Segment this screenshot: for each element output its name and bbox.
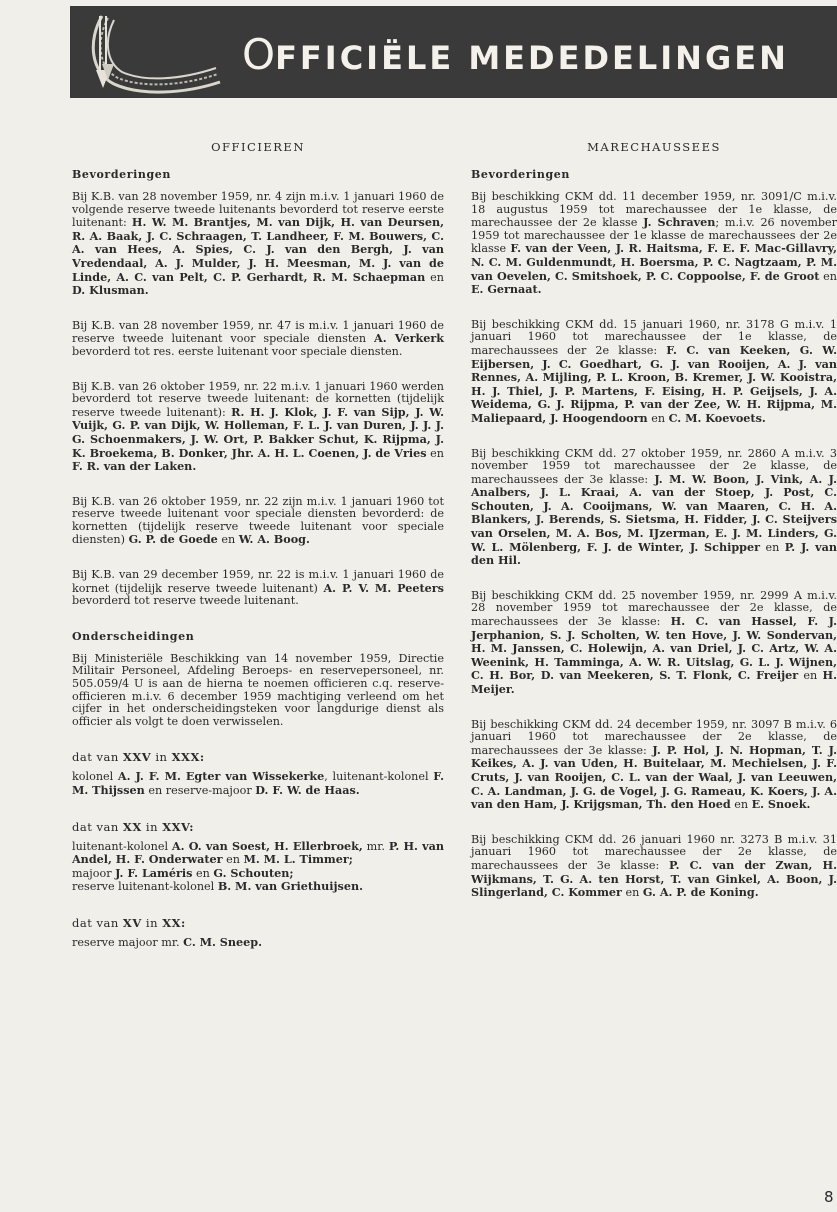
name-list: H. Meijer. (471, 668, 837, 696)
name-list: B. M. van Griethuijsen. (217, 879, 364, 894)
text-segment: in (151, 750, 172, 765)
name-list: XX: (162, 915, 186, 930)
page-number: 8 (824, 1188, 834, 1206)
onderscheidingen-paragraph (72, 936, 444, 950)
text-segment: in (141, 915, 163, 930)
text-segment: en (798, 669, 823, 683)
name-list: P. J. van den Hil. (471, 539, 837, 568)
dat-heading (72, 750, 444, 764)
bevorderingen-subheading: Bevorderingen (72, 168, 171, 181)
text-segment: Bij beschikking CKM dd. 25 november 1959, nr. 2999 A m.i.v. 28 november 1959 tot marechaussee der 2e klasse, de marechaussees der 3e klasse: (471, 588, 837, 629)
text-segment: dat van (72, 750, 123, 765)
text-segment: Bij K.B. van 28 november 1959, nr. 47 is m.i.v. 1 januari 1960 de reserve tweede luitenant voor speciale diensten (72, 318, 444, 346)
text-segment: en (759, 540, 785, 554)
text-segment: majoor (72, 866, 116, 880)
name-list: W. A. Boog. (238, 532, 310, 547)
text-segment: en (730, 798, 752, 812)
text-segment: Bij Ministeriële Beschikking van 14 november 1959, Directie Militair Personeel, Afdeling Beroeps- en reservepersoneel, nr. 505.059/4 U is aan de hierna te noemen officieren c.q. reserve-officieren m.i.v. 6 december 1959 machtiging verleend om het cijfer in het onderscheidingsteken voor langdurige dienst als officier als volgt te doen verwisselen. (72, 651, 444, 728)
text-segment: dat van (72, 819, 123, 834)
name-list: E. Snoek. (751, 797, 811, 812)
name-list: J. Schraven (643, 215, 716, 230)
onderscheidingen-paragraph (72, 867, 444, 881)
name-list: XXV (122, 750, 152, 765)
text-segment: , luitenant-kolonel (324, 770, 434, 784)
name-list: J. F. Laméris (115, 865, 193, 880)
onderscheidingen-subheading: Onderscheidingen (72, 629, 195, 643)
name-list: G. A. P. de Koning. (642, 885, 759, 900)
text-segment: Bij K.B. van 26 oktober 1959, nr. 22 zijn m.i.v. 1 januari 1960 tot reserve tweede luitenant voor speciale diensten bevorderd: de kornetten (tijdelijk reserve tweede luitenant voor speciale diensten) (72, 494, 444, 547)
aiguillette-emblem-icon (84, 10, 224, 96)
text-segment: in (141, 819, 163, 834)
name-list: H. C. van Hassel, F. J. Jerphanion, S. J. Scholten, W. ten Hove, J. W. Sondervan, H. M. Janssen, C. Holewijn, A. van Driel, J. C. Artz, W. A. Weenink, H. Tamminga, A. W. R. Uitslag, G. L. J. Wijnen, C. H. Bor, D. van Meekeren, S. T. Flonk, C. Freijer (471, 614, 837, 683)
text-segment: Bij beschikking CKM dd. 27 oktober 1959, nr. 2860 A m.i.v. 3 november 1959 tot marechaussee der 2e klasse, de marechaussees der 3e klasse: (471, 446, 837, 486)
marechaussees-paragraph (471, 719, 837, 812)
name-list: F. M. Thijssen (72, 769, 444, 797)
text-segment: ; m.i.v. 26 november 1959 tot marechaussee der 1e klasse de marechaussees der 2e klasse (471, 216, 837, 256)
name-list: G. Schouten; (213, 865, 294, 880)
text-segment: en (426, 446, 444, 460)
text-segment: reserve luitenant-kolonel (72, 880, 218, 894)
text-segment: en reserve-majoor (144, 784, 256, 797)
text-segment: Bij K.B. van 29 december 1959, nr. 22 is m.i.v. 1 januari 1960 de kornet (tijdelijk reserve tweede luitenant) (72, 568, 444, 595)
officieren-heading: OFFICIEREN (211, 140, 305, 154)
name-list: M. M. L. Timmer; (243, 852, 353, 867)
name-list: G. P. de Goede (128, 532, 218, 547)
marechaussees-column (471, 140, 837, 900)
name-list: D. F. W. de Haas. (255, 783, 360, 797)
onderscheidingen-paragraph (72, 840, 444, 867)
text-segment: bevorderd tot reserve tweede luitenant. (72, 594, 299, 608)
marechaussees-paragraph (471, 191, 837, 297)
name-list: P. H. van Andel, H. F. Onderwater (72, 838, 445, 867)
officieren-column (72, 140, 444, 950)
dat-heading (72, 820, 444, 834)
text-segment: en (217, 533, 239, 547)
onderscheidingen-paragraph (72, 653, 444, 729)
text-segment: Bij beschikking CKM dd. 24 december 1959, nr. 3097 B m.i.v. 6 januari 1960 tot marechaussee der 2e klasse, de marechaussees der 3e klasse: (471, 717, 837, 757)
name-list: A. O. van Soest, H. Ellerbroek, (171, 838, 363, 853)
officieren-paragraph (72, 381, 444, 474)
name-list: C. M. Koevoets. (668, 410, 766, 425)
name-list: D. Klusman. (72, 283, 149, 298)
name-list: A. J. F. M. Egter van Wissekerke (117, 769, 325, 784)
text-segment: luitenant-kolonel (72, 839, 172, 853)
text-segment: mr. (362, 839, 389, 853)
banner-title-rest: FFICIËLE MEDEDELINGEN (275, 39, 789, 77)
onderscheidingen-paragraph (72, 880, 444, 894)
text-segment: bevorderd tot res. eerste luitenant voor speciale diensten. (72, 344, 403, 358)
name-list: H. W. M. Brantjes, M. van Dijk, H. van Deursen, R. A. Baak, J. C. Schraagen, T. Landheer, F. M. Bouwers, C. A. van Hees, A. Spies, C. J. van den Bergh, J. van Vredendaal, A. J. Mulder, J. H. Meesman, M. J. van de Linde, A. C. van Pelt, C. P. Gerhardt, R. M. Schaepman (72, 215, 444, 284)
marechaussees-paragraph (471, 834, 837, 900)
text-segment: reserve majoor mr. (72, 935, 184, 949)
name-list: XV (122, 915, 142, 930)
header-banner (70, 6, 837, 98)
text-segment: Bij beschikking CKM dd. 15 januari 1960, nr. 3178 G m.i.v. 1 januari 1960 tot marechaussee der 1e klasse, de marechaussees der 2e klasse: (471, 317, 837, 357)
banner-title-initial: O (242, 30, 276, 79)
name-list: A. Verkerk (374, 331, 444, 346)
marechaussees-paragraph (471, 448, 837, 568)
text-segment: en (192, 866, 214, 880)
text-segment: Bij beschikking CKM dd. 11 december 1959, nr. 3091/C m.i.v. 18 augustus 1959 tot marechaussee der 1e klasse, de marechaussee der 2e klasse (471, 190, 837, 230)
name-list: J. M. W. Boon, J. Vink, A. J. Analbers, J. L. Kraai, A. van der Stoep, J. Post, C. Schouten, J. A. Cooijmans, W. van Maaren, C. H. A. Blankers, J. Berends, S. Sietsma, H. Fidder, J. C. Steijvers van Orselen, M. A. Bos, M. IJzerman, E. J. M. Linders, G. W. L. Mölenberg, F. J. de Winter, J. Schipper (471, 471, 837, 554)
text-segment: dat van (72, 915, 123, 930)
name-list: XX (122, 819, 142, 834)
name-list: F. van der Veen, J. R. Haitsma, F. E. F. Mac-Gillavry, N. C. M. Guldenmundt, H. Boersma, P. C. Nagtzaam, P. M. van Oevelen, C. Smitshoek, P. C. Coppoolse, F. de Groot (471, 241, 837, 283)
name-list: P. C. van der Zwan, H. Wijkmans, T. G. A. ten Horst, T. van Ginkel, A. Boon, J. Slingerland, C. Kommer (471, 857, 837, 900)
marechaussees-heading: MARECHAUSSEES (587, 140, 721, 154)
name-list: F. C. van Keeken, G. W. Eijbersen, J. C. Goedhart, G. J. van Rooijen, A. J. van Rennes, A. Mijling, P. L. Kroon, B. Kremer, J. W. Kooistra, H. J. Thiel, J. P. Martens, F. Eising, H. P. Geijsels, J. A. Weidema, G. J. Rijpma, P. van der Zee, W. H. Rijpma, M. Maliepaard, J. Hoogendoorn (471, 342, 837, 425)
text-segment: Bij beschikking CKM dd. 26 januari 1960 nr. 3273 B m.i.v. 31 januari 1960 tot marechaussee der 2e klasse, de marechaussees der 3e klasse: (471, 832, 837, 872)
text-segment: kolonel (72, 770, 118, 784)
officieren-paragraph (72, 496, 444, 547)
name-list: R. H. J. Klok, J. F. van Sijp, J. W. Vuijk, G. P. van Dijk, W. Holleman, F. L. J. van Duren, J. J. J. G. Schoenmakers, J. W. Ort, P. Bakker Schut, K. Rijpma, J. K. Broekema, B. Donker, Jhr. A. H. L. Coenen, J. de Vries (72, 404, 444, 460)
text-segment: Bij K.B. van 28 november 1959, nr. 4 zijn m.i.v. 1 januari 1960 de volgende reserve tweede luitenants bevorderd tot reserve eerste luitenant: (72, 190, 444, 230)
name-list: F. R. van der Laken. (72, 459, 197, 474)
name-list: C. M. Sneep. (183, 934, 262, 949)
officieren-paragraph (72, 569, 444, 608)
marechaussees-paragraph (471, 319, 837, 426)
onderscheidingen-paragraph (72, 770, 444, 797)
text-segment: Bij K.B. van 26 oktober 1959, nr. 22 m.i.v. 1 januari 1960 werden bevorderd tot reserve tweede luitenant: de kornetten (tijdelijk reserve tweede luitenant): (72, 379, 444, 419)
dat-heading (72, 916, 444, 930)
banner-title (242, 30, 789, 79)
officieren-paragraph (72, 320, 444, 359)
name-list: XXX: (171, 750, 205, 765)
text-segment: en (819, 269, 837, 283)
marechaussees-paragraph (471, 590, 837, 697)
officieren-paragraph (72, 191, 444, 298)
text-segment: en (647, 411, 669, 425)
text-segment: en (621, 886, 643, 900)
bevorderingen-subheading: Bevorderingen (471, 168, 570, 181)
name-list: E. Gernaat. (471, 282, 542, 297)
name-list: J. P. Hol, J. N. Hopman, T. J. Keikes, A. J. van Uden, H. Buitelaar, M. Mechielsen, J. F. Cruts, J. van Rooijen, C. L. van der Waal, J. van Leeuwen, C. A. Landman, J. G. de Vogel, J. G. Rameau, K. Koers, J. A. van den Ham, J. Krijgsman, Th. den Hoed (471, 742, 837, 812)
name-list: XXV: (162, 819, 195, 834)
text-segment: en (222, 853, 244, 867)
text-segment: en (425, 270, 444, 284)
name-list: A. P. V. M. Peeters (323, 580, 444, 595)
